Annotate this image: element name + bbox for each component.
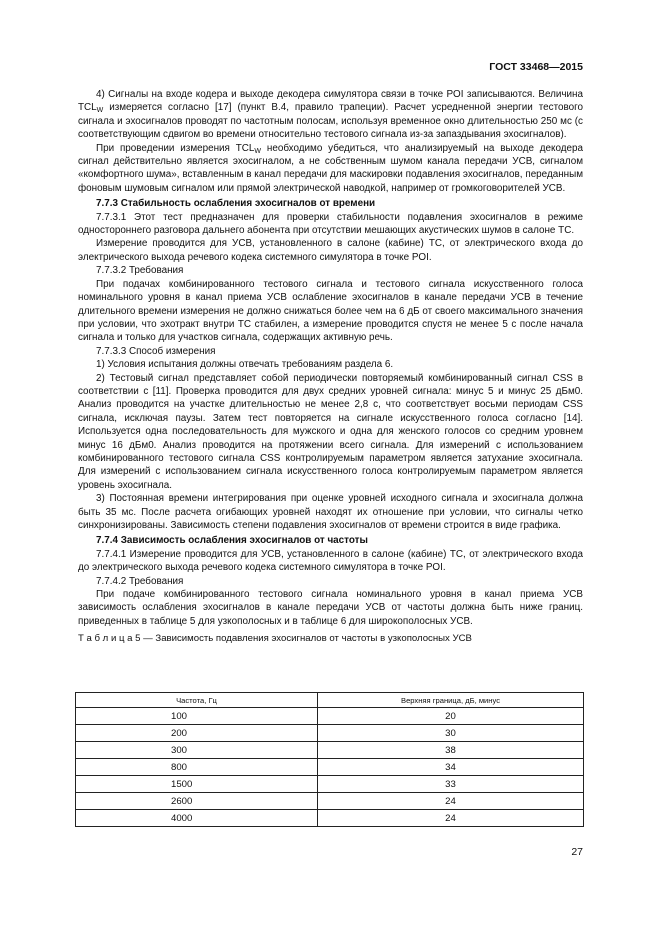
limit-cell: 24: [318, 810, 584, 827]
frequency-cell: 300: [76, 742, 318, 759]
table-row: [76, 793, 584, 810]
list-item: 2) Тестовый сигнал представляет собой периодически повторяемый комбинированный сигнал CSS в соответствии с [11]. Проверка проводится для двух средних уровней сигнала: минус 5 и минус 25 дБм0. Анализ проводится на участке длительностью не менее 2,8 с, что соответствует восьми периодам CSS сигнала, исключая паузы. Затем тест повторяется на сигнале искусственного голоса согласно [14]. Используется одна последовательность для мужского и одна для женского голосов со средним уровнем минус 16 дБм0. Анализ проводится на протяжении всего сигнала. Для измерений с использованием комбинированного тестового сигнала CSS контролируемым параметром является затухание эхосигнала. Для измерений с использованием сигнала искусственного голоса контролируемым параметром является уровень эхосигнала.: [78, 372, 583, 491]
standard-header: ГОСТ 33468—2015: [489, 61, 583, 73]
column-header-frequency: Частота, Гц: [76, 693, 318, 708]
subscript: W: [254, 147, 262, 155]
frequency-cell: 100: [76, 708, 318, 725]
list-item: 3) Постоянная времени интегрирования при оценке уровней исходного сигнала и эхосигнала должна быть 35 мс. После расчета огибающих уровней находят их отношение при условии, что сигналы четко синхронизированы. Зависимость степени подавления эхосигналов от времени строится в виде графика.: [78, 493, 583, 531]
page-number: 27: [571, 846, 583, 858]
paragraph: [78, 88, 583, 142]
text-run: необходимо убедиться, что анализируемый на выходе декодера сигнал действительно является эхосигналом, а не собственным шумом канала передачи УСВ, сигналом «комфортного шума», вставленным в канал передачи для маскировки подавления эхосигналов, переданным фоновым шумовым сигналом или прямой электрической наводкой, например от громкоговорителей УСВ.: [78, 142, 583, 194]
frequency-cell: 4000: [76, 810, 318, 827]
table-row: [76, 776, 584, 793]
table-row: [76, 759, 584, 776]
list-item: 1) Условия испытания должны отвечать требованиям раздела 6.: [96, 359, 394, 371]
table-row: [76, 810, 584, 827]
limit-cell: 30: [318, 725, 584, 742]
limit-cell: 24: [318, 793, 584, 810]
body-text: [78, 88, 583, 646]
text-run: измеряется согласно [17] (пункт В.4, правило трапеции). Расчет усредненной энергии тестового сигнала и эхосигналов проводят по частотным полосам, используя временное окно длительностью 250 мс (с соответствующим сдвигом во времени относительно тестового сигнала из-за запаздывания эхосигналов).: [78, 102, 583, 141]
text-run: При проведении измерения TCL: [96, 142, 255, 154]
subsection-title: 7.7.4.2 Требования: [96, 575, 184, 587]
section-heading-7-7-3: 7.7.3 Стабильность ослабления эхосигналов от времени: [96, 198, 376, 210]
paragraph: При подаче комбинированного тестового сигнала номинального уровня в канал приема УСВ зависимость ослабления эхосигналов в канале передачи УСВ от частоты должна быть ниже границ. приведенных в таблице 5 для узкополосных и в таблице 6 для широкополосных УСВ.: [78, 589, 583, 627]
subsection-title: 7.7.3.2 Требования: [96, 265, 184, 277]
paragraph: [78, 142, 583, 196]
limit-cell: 38: [318, 742, 584, 759]
text-run: 4) Сигналы на входе кодера и выходе декодера симулятора связи в точке POI записываются. Величина TCL: [78, 89, 583, 114]
frequency-cell: 1500: [76, 776, 318, 793]
paragraph: 7.7.3.1 Этот тест предназначен для проверки стабильности подавления эхосигналов в режиме одностороннего разговора дальнего абонента при отсутствии мешающих акустических шумов в салоне ТС.: [78, 211, 583, 237]
paragraph: 7.7.4.1 Измерение проводится для УСВ, установленного в салоне (кабине) ТС, от электрического входа до электрического выхода речевого кодека системного симулятора в точке POI.: [78, 548, 583, 574]
table-row: [76, 742, 584, 759]
table-row: [76, 708, 584, 725]
table-caption: Т а б л и ц а 5 — Зависимость подавления эхосигналов от частоты в узкополосных УСВ: [78, 633, 472, 645]
table-header-row: [76, 693, 584, 708]
section-heading-7-7-4: 7.7.4 Зависимость ослабления эхосигналов от частоты: [96, 535, 368, 547]
paragraph: При подачах комбинированного тестового сигнала и тестового сигнала искусственного голоса номинального уровня в канал приема УСВ ослабление эхосигналов в канале передачи УСВ в течение длительного времени измерения не должно снижаться более чем на 6 дБ от своего максимального значения при условии, что эхотракт внутри ТС стабилен, а измерение проводится спустя не менее 5 с после начала сигнала и только для участков сигнала, содержащих активную речь.: [78, 278, 583, 344]
limit-cell: 34: [318, 759, 584, 776]
column-header-limit: Верхняя граница, дБ, минус: [318, 693, 584, 708]
echo-suppression-table: [75, 692, 584, 827]
limit-cell: 33: [318, 776, 584, 793]
frequency-cell: 200: [76, 725, 318, 742]
frequency-cell: 800: [76, 759, 318, 776]
limit-cell: 20: [318, 708, 584, 725]
frequency-cell: 2600: [76, 793, 318, 810]
paragraph: Измерение проводится для УСВ, установленного в салоне (кабине) ТС, от электрического входа до электрического выхода речевого кодека системного симулятора в точке POI.: [78, 238, 583, 263]
subsection-title: 7.7.3.3 Способ измерения: [96, 345, 216, 357]
table-row: [76, 725, 584, 742]
subscript: W: [96, 107, 104, 115]
